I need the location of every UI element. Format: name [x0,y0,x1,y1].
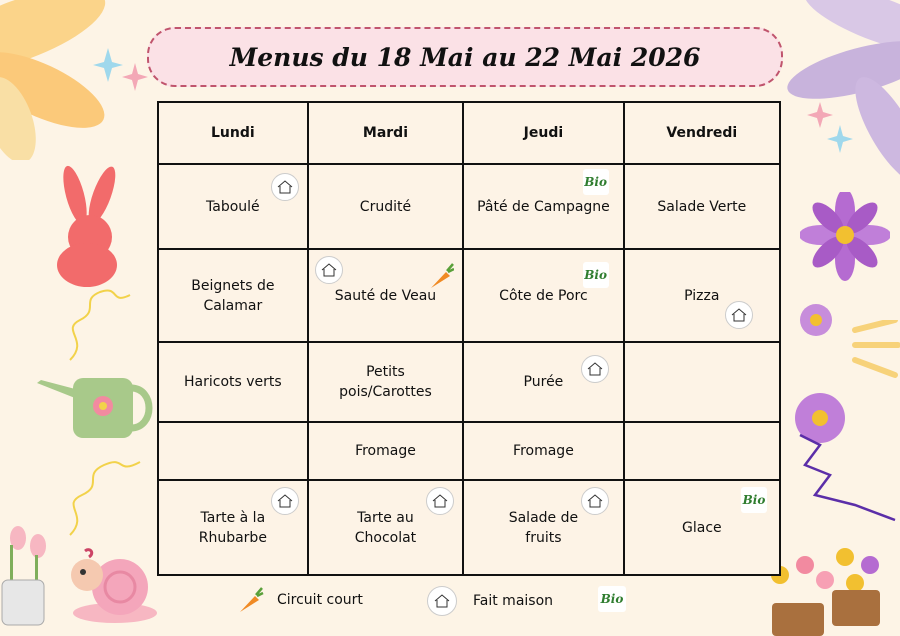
day-header: Lundi [158,102,308,164]
bio-icon: Bio [741,487,767,513]
dish-name: Fromage [513,443,574,459]
spiral-decoration [60,280,150,370]
pink-flower-icon [800,192,890,282]
pink-flower-icon [796,300,836,340]
carrot-icon [428,262,454,288]
table-row [158,249,780,342]
dish-name: Purée [523,374,564,390]
menu-cell [158,164,308,249]
fait-maison-icon [315,256,343,284]
day-header: Mardi [308,102,464,164]
dish-name: Pâté de Campagne [477,198,610,215]
menu-cell [463,422,623,480]
fait-maison-icon [427,586,457,616]
dish-name: Beignets de Calamar [191,277,275,314]
menu-cell [463,249,623,342]
dish-name: Tarte au Chocolat [354,509,417,546]
legend-label: Fait maison [473,593,554,609]
menu-cell [463,164,623,249]
fait-maison-icon [271,487,299,515]
menu-cell [158,249,308,342]
bio-icon: Bio [598,586,626,612]
dish-name: Tarte à la Rhubarbe [198,509,267,546]
table-row [158,422,780,480]
menu-cell [158,342,308,422]
menu-cell [308,164,464,249]
bunny-icon [40,165,140,290]
spiral-decoration [60,450,150,540]
menu-cell [463,480,623,575]
legend-bio [598,586,626,612]
snail-icon [65,545,160,625]
dish-name: Crudité [359,198,412,215]
menu-table [157,101,781,576]
dish-name: Haricots verts [184,374,282,390]
menu-cell [308,342,464,422]
page-title: Menus du 18 Mai au 22 Mai 2026 [229,42,701,72]
dish-name: Taboulé [206,198,260,215]
menu-cell [624,480,780,575]
fait-maison-icon [426,487,454,515]
menu-cell [624,422,780,480]
fait-maison-icon [581,355,609,383]
bio-icon: Bio [583,262,609,288]
menu-cell [308,480,464,575]
bio-icon: Bio [583,169,609,195]
fait-maison-icon [725,301,753,329]
menu-cell [624,342,780,422]
fait-maison-icon [271,173,299,201]
carrot-icon [237,586,265,614]
dish-name: Fromage [355,443,416,459]
table-row [158,342,780,422]
day-header: Jeudi [463,102,623,164]
dish-name: Sauté de Veau [334,287,437,304]
dish-name: Côte de Porc [499,287,588,304]
legend-label: Circuit court [277,592,363,608]
dish-name: Glace [682,519,722,536]
menu-cell [463,342,623,422]
flower-pot-icon [0,520,60,630]
sparkle-icon [805,100,855,160]
watering-can-icon [35,358,155,448]
menu-cell [158,480,308,575]
menu-cell [308,422,464,480]
menu-cell [158,422,308,480]
fait-maison-icon [581,487,609,515]
dish-name: Salade Verte [657,198,747,215]
table-row [158,164,780,249]
header-row [158,102,780,164]
legend-fait-maison [427,586,553,616]
title-banner [147,27,783,87]
menu-cell [308,249,464,342]
menu-cell [624,249,780,342]
table-row [158,480,780,575]
dish-name: Petits pois/Carottes [339,364,432,400]
menu-cell [624,164,780,249]
day-header: Vendredi [624,102,780,164]
legend-circuit-court [237,586,363,614]
zigzag-decoration [795,425,900,525]
dish-name: Pizza [684,287,720,304]
sun-rays-decoration [850,320,900,380]
dish-name: Salade de fruits [508,509,579,546]
sparkle-icon [93,45,153,100]
